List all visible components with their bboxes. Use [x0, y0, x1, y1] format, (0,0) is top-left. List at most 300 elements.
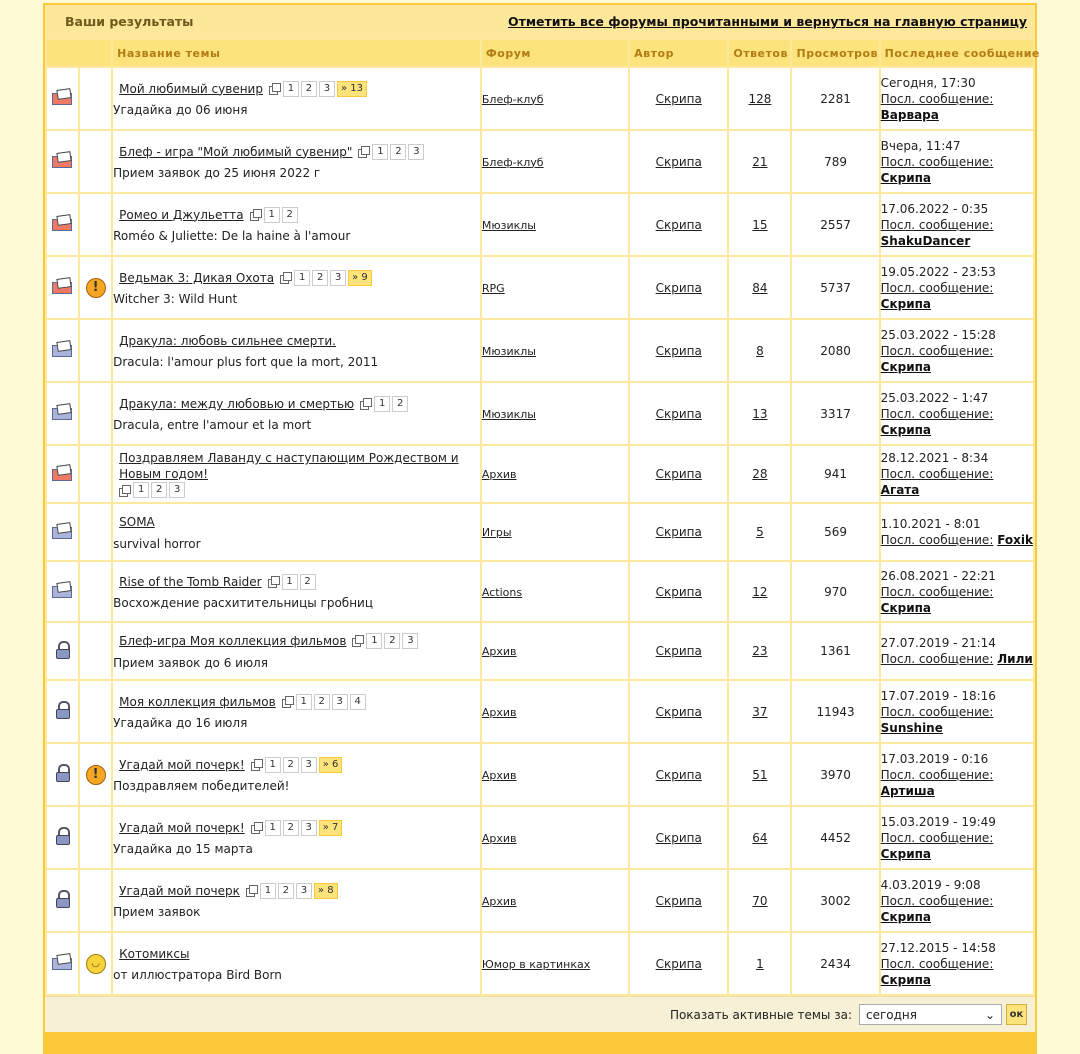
last-post-user[interactable]: Скрипа: [880, 600, 931, 615]
replies-cell: [729, 744, 790, 805]
forum-cell: [482, 870, 628, 931]
search-results-panel: [43, 3, 1040, 1054]
last-post-line: [881, 893, 1033, 909]
filter-label: Показать активные темы за:: [669, 1007, 852, 1022]
replies-cell: [729, 562, 790, 621]
author-link[interactable]: Скрипа: [655, 893, 702, 908]
page-link[interactable]: 2: [151, 482, 167, 498]
replies-link[interactable]: 12: [752, 584, 768, 599]
page-link[interactable]: 2: [301, 81, 317, 97]
author-link[interactable]: Скрипа: [655, 767, 702, 782]
last-post-line: [881, 406, 1033, 422]
table-row: [47, 933, 1033, 994]
topic-type-icon-cell: [80, 446, 111, 502]
forum-cell: [482, 933, 628, 994]
last-post-line: [881, 651, 1033, 667]
topic-cell: [113, 320, 480, 381]
ok-button[interactable]: ок: [1006, 1004, 1027, 1025]
pages-icon: [280, 272, 291, 283]
topic-link[interactable]: SOMA: [119, 514, 155, 529]
status-icon-cell: [47, 257, 78, 318]
table-row: [47, 681, 1033, 742]
last-post-cell: [881, 68, 1033, 129]
last-post-cell: [881, 257, 1033, 318]
topic-cell: [113, 68, 480, 129]
forum-link[interactable]: Actions: [481, 585, 523, 599]
last-post-user[interactable]: Агата: [880, 483, 920, 497]
last-post-cell: [881, 870, 1033, 931]
status-icon-cell: [47, 562, 78, 621]
status-icon-cell: [47, 807, 78, 868]
pages-icon: [250, 209, 261, 220]
last-post-cell: [881, 623, 1033, 679]
page-link[interactable]: 3: [169, 482, 185, 498]
topic-description: Прием заявок до 25 июня 2022 г: [113, 165, 321, 180]
page-link[interactable]: 3: [408, 144, 424, 160]
status-icon-cell: [47, 504, 78, 560]
period-select[interactable]: [859, 1004, 1002, 1025]
col-icons: [47, 40, 111, 66]
author-link[interactable]: Скрипа: [655, 154, 702, 169]
forum-link[interactable]: Юмор в картинках: [481, 957, 591, 971]
replies-link[interactable]: 1: [756, 956, 764, 971]
last-post-user[interactable]: Скрипа: [880, 972, 931, 987]
last-post-line: [881, 217, 1033, 233]
page-link[interactable]: 2: [300, 574, 316, 590]
topic-link[interactable]: Блеф-игра Моя коллекция фильмов: [119, 633, 347, 648]
replies-link[interactable]: 128: [748, 91, 772, 106]
status-icon-cell: [47, 383, 78, 444]
last-post-time: 17.03.2019 - 0:16: [880, 751, 989, 766]
status-icon-cell: [47, 446, 78, 502]
page-link[interactable]: 1: [260, 883, 276, 899]
topic-link[interactable]: Угадай мой почерк!: [119, 757, 245, 772]
views-cell: 2557: [792, 194, 878, 255]
last-post-cell: [881, 383, 1033, 444]
topic-link[interactable]: Rise of the Tomb Raider: [119, 574, 262, 589]
bottom-bar: [43, 1034, 1037, 1054]
topic-type-icon-cell: [80, 257, 111, 318]
forum-link[interactable]: Архив: [481, 645, 517, 658]
forum-cell: [482, 504, 628, 560]
last-post-user[interactable]: Скрипа: [880, 296, 931, 311]
replies-link[interactable]: 51: [752, 767, 768, 782]
lock-icon: [55, 827, 71, 845]
topic-link[interactable]: Блеф - игра "Мой любимый сувенир": [119, 144, 353, 159]
last-post-user[interactable]: Лили: [997, 652, 1033, 666]
page-link[interactable]: 2: [278, 883, 294, 899]
forum-link[interactable]: Архив: [481, 468, 517, 481]
last-post-user-line: [881, 909, 1033, 925]
page-link[interactable]: 4: [350, 694, 366, 710]
page-link[interactable]: 2: [384, 633, 400, 649]
author-cell: [630, 446, 727, 502]
table-row: [47, 870, 1033, 931]
author-link[interactable]: Скрипа: [655, 91, 702, 106]
topic-link[interactable]: Поздравляем Лаванду с наступающим Рождеством и Новым годом!: [119, 451, 459, 481]
last-post-line: [881, 767, 1033, 783]
last-post-user-line: [881, 359, 1033, 375]
col-views: Просмотров: [792, 40, 878, 66]
topic-link[interactable]: Дракула: любовь сильнее смерти.: [119, 333, 336, 348]
forum-link[interactable]: Архив: [481, 768, 517, 782]
pages-icon: [251, 759, 262, 770]
col-topic: Название темы: [113, 40, 480, 66]
topic-title-line: [113, 820, 480, 836]
author-cell: [630, 320, 727, 381]
page-link[interactable]: 3: [301, 820, 317, 836]
last-post-cell: [881, 562, 1033, 621]
last-post-time: 19.05.2022 - 23:53: [880, 264, 996, 279]
topic-type-icon-cell: [80, 383, 111, 444]
last-post-line: [881, 704, 1033, 720]
topic-pager: [246, 883, 340, 899]
views-cell: 2281: [792, 68, 878, 129]
last-post-line: [881, 91, 1033, 107]
author-cell: [630, 257, 727, 318]
last-post-label: Посл. сообщение:: [880, 767, 994, 782]
last-post-time: 4.03.2019 - 9:08: [880, 877, 981, 892]
table-row: [47, 504, 1033, 560]
forum-cell: [482, 194, 628, 255]
page-link[interactable]: 2: [312, 270, 328, 286]
topic-description: Угадайка до 06 июня: [113, 102, 248, 117]
col-last: Последнее сообщение: [881, 40, 1033, 66]
forum-link[interactable]: Блеф-клуб: [481, 92, 544, 106]
status-icon-cell: [47, 933, 78, 994]
views-cell: 3970: [792, 744, 878, 805]
chevron-down-icon: ⌄: [984, 1007, 995, 1022]
status-icon-cell: [47, 870, 78, 931]
pages-icon: [352, 635, 363, 646]
views-cell: 941: [792, 446, 878, 502]
author-link[interactable]: Скрипа: [655, 956, 702, 971]
page-link[interactable]: 1: [133, 482, 149, 498]
results-title: Ваши результаты: [65, 14, 194, 29]
author-cell: [630, 870, 727, 931]
page-link[interactable]: 1: [366, 633, 382, 649]
forum-link[interactable]: Архив: [481, 831, 517, 845]
forum-link[interactable]: Блеф-клуб: [481, 155, 544, 169]
replies-cell: [729, 194, 790, 255]
mark-all-read-link[interactable]: Отметить все форумы прочитанными и вернуться на главную страницу: [507, 14, 1027, 29]
last-post-user-line: [881, 600, 1033, 616]
page-link[interactable]: » 7: [319, 820, 343, 836]
page-link[interactable]: 2: [283, 820, 299, 836]
hot-topic-envelope-icon: [52, 89, 74, 105]
page-link[interactable]: » 9: [348, 270, 372, 286]
topic-link[interactable]: Угадай мой почерк!: [119, 820, 245, 835]
topic-envelope-icon: [52, 523, 74, 539]
page-link[interactable]: 1: [282, 574, 298, 590]
last-post-cell: [881, 681, 1033, 742]
page-link[interactable]: » 13: [337, 81, 367, 97]
page-link[interactable]: 2: [283, 757, 299, 773]
page-link[interactable]: 2: [282, 207, 298, 223]
replies-cell: [729, 681, 790, 742]
page-link[interactable]: » 6: [319, 757, 343, 773]
last-post-time: Вчера, 11:47: [880, 138, 961, 153]
topic-type-icon-cell: [80, 807, 111, 868]
replies-link[interactable]: 23: [752, 644, 768, 658]
topic-title-line: [113, 633, 480, 649]
replies-link[interactable]: 28: [752, 467, 768, 481]
topic-pager: [360, 396, 410, 412]
status-icon-cell: [47, 131, 78, 192]
page-link[interactable]: 3: [319, 81, 335, 97]
last-post-time: 25.03.2022 - 1:47: [880, 390, 989, 405]
replies-cell: [729, 504, 790, 560]
topic-title-line: [113, 574, 480, 590]
topic-cell: [113, 504, 480, 560]
replies-link[interactable]: 5: [756, 525, 764, 539]
topic-pager: [352, 633, 420, 649]
topic-cell: [113, 933, 480, 994]
last-post-user[interactable]: ShakuDancer: [880, 233, 971, 248]
topic-title-line: [113, 757, 480, 773]
last-post-line: [881, 154, 1033, 170]
topic-link[interactable]: Ромео и Джульетта: [119, 207, 244, 222]
last-post-user[interactable]: Foxik: [997, 533, 1033, 547]
topic-cell: [113, 194, 480, 255]
topic-link[interactable]: Угадай мой почерк: [119, 883, 240, 898]
forum-link[interactable]: Игры: [481, 526, 512, 539]
hot-topic-envelope-icon: [52, 152, 74, 168]
replies-link[interactable]: 70: [752, 893, 768, 908]
topic-title-line: [113, 81, 480, 97]
last-post-line: [881, 532, 1033, 548]
important-icon: !: [86, 765, 106, 785]
topic-link[interactable]: Моя коллекция фильмов: [119, 694, 276, 709]
forum-cell: [482, 807, 628, 868]
page-link[interactable]: 1: [283, 81, 299, 97]
topic-link[interactable]: Ведьмак 3: Дикая Охота: [119, 270, 275, 285]
author-cell: [630, 383, 727, 444]
author-cell: [630, 933, 727, 994]
table-row: [47, 383, 1033, 444]
last-post-time: 1.10.2021 - 8:01: [880, 517, 981, 531]
last-post-user-line: [881, 846, 1033, 862]
topic-description: Угадайка до 15 марта: [113, 841, 253, 856]
last-post-user[interactable]: Артиша: [880, 783, 935, 798]
status-icon-cell: [47, 744, 78, 805]
last-post-user[interactable]: Скрипа: [880, 422, 931, 437]
forum-link[interactable]: Архив: [481, 894, 517, 908]
topic-title-line: [113, 514, 480, 530]
last-post-time: 27.12.2015 - 14:58: [880, 940, 996, 955]
replies-link[interactable]: 13: [752, 406, 768, 421]
forum-cell: [482, 68, 628, 129]
forum-link[interactable]: Мюзиклы: [481, 407, 536, 421]
hot-topic-envelope-icon: [52, 215, 74, 231]
forum-cell: [482, 383, 628, 444]
lock-icon: [55, 890, 71, 908]
replies-link[interactable]: 84: [752, 280, 768, 295]
topic-type-icon-cell: [80, 131, 111, 192]
author-cell: [630, 562, 727, 621]
last-post-user-line: [881, 783, 1033, 799]
author-link[interactable]: Скрипа: [655, 704, 702, 719]
author-link[interactable]: Скрипа: [655, 343, 702, 358]
forum-cell: [482, 131, 628, 192]
page-link[interactable]: 1: [265, 820, 281, 836]
author-link[interactable]: Скрипа: [655, 644, 702, 658]
author-cell: [630, 744, 727, 805]
topic-description: Roméo & Juliette: De la haine à l'amour: [113, 228, 351, 243]
last-post-cell: [881, 504, 1033, 560]
topic-envelope-icon: [52, 341, 74, 357]
topic-envelope-icon: [52, 404, 74, 420]
last-post-cell: [881, 744, 1033, 805]
author-cell: [630, 68, 727, 129]
status-icon-cell: [47, 68, 78, 129]
last-post-label: Посл. сообщение:: [880, 830, 994, 845]
lock-icon: [55, 641, 71, 659]
forum-link[interactable]: Мюзиклы: [481, 344, 536, 358]
topic-cell: [113, 131, 480, 192]
views-cell: 2434: [792, 933, 878, 994]
page-link[interactable]: 1: [265, 757, 281, 773]
last-post-user[interactable]: Варвара: [880, 107, 939, 122]
replies-link[interactable]: 37: [752, 704, 768, 719]
last-post-cell: [881, 131, 1033, 192]
page-link[interactable]: 3: [330, 270, 346, 286]
pages-icon: [251, 822, 262, 833]
forum-cell: [482, 744, 628, 805]
topic-cell: [113, 446, 480, 502]
page-link[interactable]: » 8: [314, 883, 338, 899]
topic-description: Прием заявок до 6 июля: [113, 655, 268, 670]
views-cell: 11943: [792, 681, 878, 742]
replies-cell: [729, 807, 790, 868]
topic-link[interactable]: Котомиксы: [119, 946, 190, 961]
replies-link[interactable]: 15: [752, 217, 768, 232]
replies-cell: [729, 320, 790, 381]
forum-link[interactable]: Мюзиклы: [481, 218, 536, 232]
topic-type-icon-cell: [80, 623, 111, 679]
page-link[interactable]: 3: [301, 757, 317, 773]
replies-link[interactable]: 64: [752, 830, 768, 845]
topic-envelope-icon: [52, 582, 74, 598]
author-link[interactable]: Скрипа: [655, 280, 702, 295]
replies-link[interactable]: 8: [756, 343, 764, 358]
page-link[interactable]: 2: [392, 396, 408, 412]
lock-icon: [55, 764, 71, 782]
pages-icon: [282, 696, 293, 707]
smiley-icon: ◡: [86, 954, 106, 974]
last-post-cell: [881, 446, 1033, 502]
last-post-label: Посл. сообщение:: [880, 956, 994, 971]
last-post-label: Посл. сообщение:: [880, 154, 994, 169]
topic-title-line: [113, 396, 480, 412]
last-post-user-line: [881, 107, 1033, 123]
forum-link[interactable]: RPG: [481, 281, 505, 295]
last-post-time: 27.07.2019 - 21:14: [880, 636, 996, 650]
author-link[interactable]: Скрипа: [655, 830, 702, 845]
page-link[interactable]: 3: [296, 883, 312, 899]
page-link[interactable]: 1: [264, 207, 280, 223]
last-post-user[interactable]: Sunshine: [880, 720, 943, 735]
author-link[interactable]: Скрипа: [655, 584, 702, 599]
last-post-label: Посл. сообщение:: [880, 704, 994, 719]
last-post-label: Посл. сообщение:: [880, 91, 994, 106]
author-link[interactable]: Скрипа: [655, 217, 702, 232]
author-link[interactable]: Скрипа: [655, 406, 702, 421]
topic-type-icon-cell: [80, 320, 111, 381]
table-header-row: [47, 40, 1033, 66]
topic-type-icon-cell: [80, 562, 111, 621]
topic-type-icon-cell: [80, 681, 111, 742]
views-cell: 1361: [792, 623, 878, 679]
last-post-user[interactable]: Скрипа: [880, 846, 931, 861]
topic-pager: [251, 757, 345, 773]
forum-cell: [482, 562, 628, 621]
pages-icon: [246, 885, 257, 896]
topic-link[interactable]: Дракула: между любовью и смертью: [119, 396, 355, 411]
author-link[interactable]: Скрипа: [655, 467, 702, 481]
page-link[interactable]: 1: [296, 694, 312, 710]
last-post-user[interactable]: Скрипа: [880, 909, 931, 924]
last-post-user[interactable]: Скрипа: [880, 359, 931, 374]
page-link[interactable]: 1: [294, 270, 310, 286]
status-icon-cell: [47, 320, 78, 381]
topic-pager: [358, 144, 426, 160]
topic-description: Угадайка до 16 июля: [113, 715, 248, 730]
last-post-user[interactable]: Скрипа: [880, 170, 931, 185]
last-post-cell: [881, 320, 1033, 381]
page-link[interactable]: 1: [374, 396, 390, 412]
page-link[interactable]: 2: [314, 694, 330, 710]
topic-title-line: [113, 883, 480, 899]
replies-cell: [729, 933, 790, 994]
replies-link[interactable]: 21: [752, 154, 768, 169]
topic-type-icon-cell: [80, 68, 111, 129]
views-cell: 4452: [792, 807, 878, 868]
last-post-user-line: [881, 422, 1033, 438]
topic-cell: [113, 870, 480, 931]
topic-title-line: [113, 694, 480, 710]
topic-link[interactable]: Мой любимый сувенир: [119, 81, 263, 96]
forum-cell: [482, 446, 628, 502]
forum-link[interactable]: Архив: [481, 705, 517, 719]
last-post-line: [881, 956, 1033, 972]
table-row: [47, 194, 1033, 255]
last-post-user-line: [881, 720, 1033, 736]
topic-pager: [251, 820, 345, 836]
topic-title-line: [113, 144, 480, 160]
topic-cell: [113, 681, 480, 742]
page-link[interactable]: 3: [402, 633, 418, 649]
topic-cell: [113, 623, 480, 679]
topic-type-icon-cell: [80, 933, 111, 994]
topic-description: Поздравляем победителей!: [113, 778, 290, 793]
last-post-label: Посл. сообщение:: [880, 217, 994, 232]
page-link[interactable]: 2: [390, 144, 406, 160]
forum-cell: [482, 257, 628, 318]
last-post-time: 28.12.2021 - 8:34: [880, 451, 989, 465]
last-post-cell: [881, 933, 1033, 994]
author-cell: [630, 194, 727, 255]
topic-description: Witcher 3: Wild Hunt: [113, 291, 238, 306]
author-link[interactable]: Скрипа: [655, 525, 702, 539]
page-link[interactable]: 1: [372, 144, 388, 160]
topic-pager: [269, 81, 369, 97]
hot-topic-envelope-icon: [52, 465, 74, 481]
replies-cell: [729, 870, 790, 931]
author-cell: [630, 623, 727, 679]
page-link[interactable]: 3: [332, 694, 348, 710]
views-cell: 569: [792, 504, 878, 560]
